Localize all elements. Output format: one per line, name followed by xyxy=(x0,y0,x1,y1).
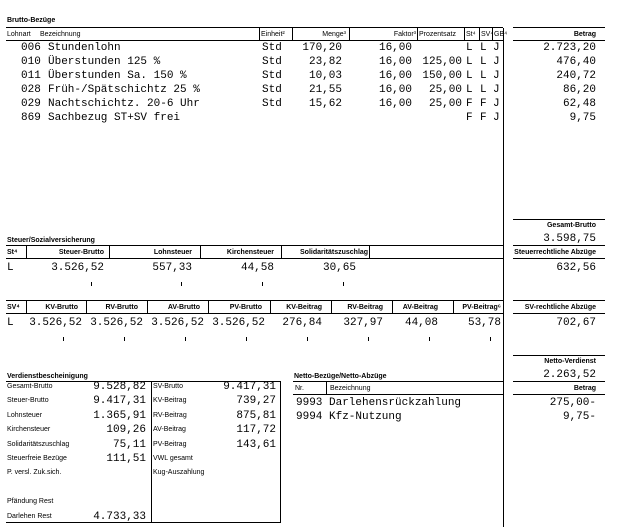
row-betrag: 62,48 xyxy=(562,98,596,110)
row-sv: L xyxy=(480,70,487,82)
row-einheit: Std xyxy=(262,42,282,54)
row-sv: L xyxy=(480,56,487,68)
row-gb: J xyxy=(493,112,500,124)
verdienst-left-value: 75,11 xyxy=(112,438,146,451)
v-kv-brutto: 3.526,52 xyxy=(29,317,82,329)
row-prozent: 125,00 xyxy=(422,56,462,68)
gesamt-brutto-value: 3.598,75 xyxy=(543,233,596,245)
verdienst-left-value: 9.528,82 xyxy=(93,381,146,393)
verdienst-left-label: P. versl. Zuk.sich. xyxy=(7,469,62,477)
h-steuerbrutto: Steuer-Brutto xyxy=(58,249,104,256)
row-prozent: 25,00 xyxy=(428,84,462,96)
netto-value: 2.263,52 xyxy=(543,369,596,381)
row-betrag: 9,75 xyxy=(569,112,596,124)
row-betrag: 2.723,20 xyxy=(543,42,596,54)
h-sv: SV⁴ xyxy=(7,304,20,311)
verdienst-right-label: PV-Beitrag xyxy=(153,440,187,448)
abz-col-nr: Nr. xyxy=(295,385,304,392)
v-kv-beitrag: 276,84 xyxy=(282,317,322,329)
h-av-beitrag: AV-Beitrag xyxy=(402,304,438,311)
v-rv-brutto: 3.526,52 xyxy=(90,317,143,329)
abz-row-betrag: 275,00- xyxy=(549,397,596,409)
sv-abz-label: SV-rechtliche Abzüge xyxy=(524,304,596,311)
h-lohnsteuer: Lohnsteuer xyxy=(153,249,192,256)
row-bezeichnung: Überstunden Sa. 150 % xyxy=(48,70,187,82)
abz-row-bezeichnung: Darlehensrückzahlung xyxy=(329,397,462,409)
abz-row-betrag: 9,75- xyxy=(562,411,596,423)
abzuege-title: Netto-Bezüge/Netto-Abzüge xyxy=(294,373,387,380)
gesamt-brutto-label: Gesamt-Brutto xyxy=(546,222,596,229)
row-sv: F xyxy=(480,112,487,124)
abz-row-nr: 9994 xyxy=(296,411,323,423)
v-av-beitrag: 44,08 xyxy=(404,317,438,329)
brutto-title: Brutto-Bezüge xyxy=(7,17,56,24)
h-kirchensteuer: Kirchensteuer xyxy=(226,249,274,256)
row-gb: J xyxy=(493,56,500,68)
row-lohnart: 028 xyxy=(21,84,41,96)
row-bezeichnung: Überstunden 125 % xyxy=(48,56,161,68)
row-sv: L xyxy=(480,42,487,54)
verdienst-right-label: KV-Beitrag xyxy=(153,397,187,405)
row-gb: J xyxy=(493,84,500,96)
row-faktor: 16,00 xyxy=(378,98,412,110)
steuer-abz-label: Steuerrechtliche Abzüge xyxy=(514,249,596,256)
h-kv-beitrag: KV-Beitrag xyxy=(286,304,322,311)
abz-col-bez: Bezeichnung xyxy=(330,385,371,392)
verdienst-right-value: 875,81 xyxy=(236,409,276,422)
verdienst-right-label: SV-Brutto xyxy=(153,383,183,390)
col-st: St⁴ xyxy=(466,31,476,38)
verdienst-left-label: Solidaritätszuschlag xyxy=(7,440,70,448)
verdienst-left-label: Darlehen Rest xyxy=(7,512,52,520)
verdienst-right-value: 739,27 xyxy=(236,395,276,408)
row-bezeichnung: Früh-/Spätschichtz 25 % xyxy=(48,84,200,96)
h-rv-beitrag: RV-Beitrag xyxy=(347,304,383,311)
v-av-brutto: 3.526,52 xyxy=(151,317,204,329)
abz-col-betrag: Betrag xyxy=(573,385,596,392)
row-st: F xyxy=(466,98,473,110)
verdienst-left-label: Kirchensteuer xyxy=(7,426,51,434)
v-kirchensteuer: 44,58 xyxy=(240,262,274,274)
row-st: L xyxy=(466,56,473,68)
col-bezeichnung: Bezeichnung xyxy=(40,31,81,38)
row-menge: 15,62 xyxy=(308,98,342,110)
verdienst-left-value: 9.417,31 xyxy=(93,395,146,408)
h-soli: Solidaritätszuschlag xyxy=(300,249,369,256)
v-soli: 30,65 xyxy=(322,262,356,274)
col-faktor: Faktor³ xyxy=(393,31,416,38)
row-menge: 23,82 xyxy=(308,56,342,68)
verdienst-left-label: Steuerfreie Bezüge xyxy=(7,455,67,462)
row-einheit: Std xyxy=(262,70,282,82)
verdienst-title: Verdienstbescheinigung xyxy=(7,373,88,380)
row-bezeichnung: Stundenlohn xyxy=(48,42,121,54)
steuer-abz-value: 632,56 xyxy=(556,262,596,274)
col-lohnart: Lohnart xyxy=(7,31,31,38)
row-lohnart: 006 xyxy=(21,42,41,54)
row-faktor: 16,00 xyxy=(378,56,412,68)
steuer-title: Steuer/Sozialversicherung xyxy=(7,237,95,244)
row-lohnart: 011 xyxy=(21,70,41,82)
row-gb: J xyxy=(493,98,500,110)
verdienst-right-value: 9.417,31 xyxy=(223,381,276,393)
col-einheit: Einheit² xyxy=(261,31,285,38)
v-pv-brutto: 3.526,52 xyxy=(212,317,265,329)
row-prozent: 25,00 xyxy=(428,98,462,110)
row-sv: L xyxy=(480,84,487,96)
sv-abz-value: 702,67 xyxy=(556,317,596,329)
col-sv: SV⁴ xyxy=(481,31,494,38)
row-prozent: 150,00 xyxy=(422,70,462,82)
verdienst-left-label: Lohnsteuer xyxy=(7,411,43,419)
col-betrag: Betrag xyxy=(573,31,596,38)
row-st: L xyxy=(466,84,473,96)
row-betrag: 86,20 xyxy=(562,84,596,96)
row-bezeichnung: Sachbezug ST+SV frei xyxy=(48,112,181,124)
row-einheit: Std xyxy=(262,98,282,110)
v-sv: L xyxy=(7,317,14,329)
verdienst-right-label: AV-Beitrag xyxy=(153,426,186,434)
verdienst-left-value: 111,51 xyxy=(106,453,146,465)
row-faktor: 16,00 xyxy=(378,84,412,96)
row-lohnart: 010 xyxy=(21,56,41,68)
row-st: L xyxy=(466,42,473,54)
h-pv-brutto: PV-Brutto xyxy=(229,304,262,311)
row-lohnart: 029 xyxy=(21,98,41,110)
col-gb: GB⁴ xyxy=(494,31,508,38)
row-st: L xyxy=(466,70,473,82)
row-menge: 21,55 xyxy=(308,84,342,96)
row-faktor: 16,00 xyxy=(378,42,412,54)
verdienst-left-label: Steuer-Brutto xyxy=(7,397,49,405)
verdienst-right-value: 143,61 xyxy=(236,438,276,451)
verdienst-left-label: Pfändung Rest xyxy=(7,498,54,506)
row-betrag: 476,40 xyxy=(556,56,596,68)
row-sv: F xyxy=(480,98,487,110)
row-menge: 170,20 xyxy=(302,42,342,54)
verdienst-right-label: Kug-Auszahlung xyxy=(153,469,205,477)
row-st: F xyxy=(466,112,473,124)
v-st: L xyxy=(7,262,14,274)
verdienst-left-value: 1.365,91 xyxy=(93,409,146,422)
row-bezeichnung: Nachtschichtz. 20-6 Uhr xyxy=(48,98,200,110)
row-menge: 10,03 xyxy=(308,70,342,82)
h-pv-beitrag: PV-Beitrag⁶ xyxy=(462,304,501,311)
row-gb: J xyxy=(493,70,500,82)
col-prozentsatz: Prozentsatz xyxy=(419,31,456,38)
abz-row-bezeichnung: Kfz-Nutzung xyxy=(329,411,402,423)
row-betrag: 240,72 xyxy=(556,70,596,82)
v-lohnsteuer: 557,33 xyxy=(152,262,192,274)
row-gb: J xyxy=(493,42,500,54)
v-pv-beitrag: 53,78 xyxy=(467,317,501,329)
verdienst-right-label: RV-Beitrag xyxy=(153,411,187,419)
verdienst-right-label: VWL gesamt xyxy=(153,455,193,462)
verdienst-left-value: 4.733,33 xyxy=(93,510,146,523)
netto-label: Netto-Verdienst xyxy=(544,358,596,365)
h-rv-brutto: RV-Brutto xyxy=(105,304,138,311)
verdienst-right-value: 117,72 xyxy=(236,424,276,437)
v-steuerbrutto: 3.526,52 xyxy=(51,262,104,274)
h-st: St⁴ xyxy=(7,249,18,256)
verdienst-left-label: Gesamt-Brutto xyxy=(7,383,53,390)
row-einheit: Std xyxy=(262,56,282,68)
row-lohnart: 869 xyxy=(21,112,41,124)
verdienst-left-value: 109,26 xyxy=(106,424,146,437)
col-menge: Menge³ xyxy=(322,31,346,38)
v-rv-beitrag: 327,97 xyxy=(343,317,383,329)
row-einheit: Std xyxy=(262,84,282,96)
h-kv-brutto: KV-Brutto xyxy=(45,304,78,311)
abz-row-nr: 9993 xyxy=(296,397,323,409)
h-av-brutto: AV-Brutto xyxy=(167,304,200,311)
row-faktor: 16,00 xyxy=(378,70,412,82)
